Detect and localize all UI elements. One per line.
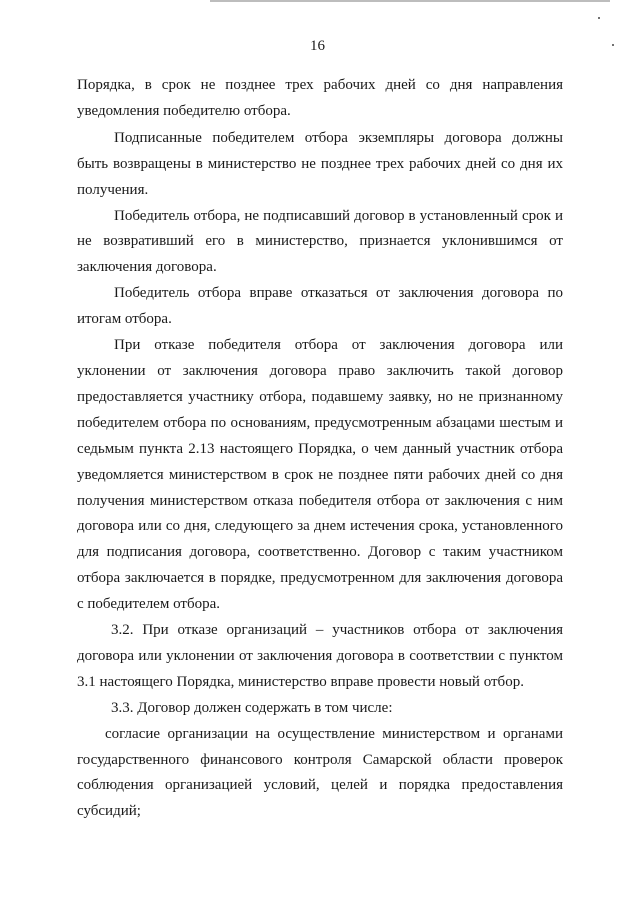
page-number: 16 bbox=[310, 38, 325, 54]
paragraph-evasion: Победитель отбора, не подписавший договор в установленный срок и не возвративший его в министерство, признается уклонившимся от заключения договора. bbox=[77, 207, 563, 276]
paragraph-3-2: 3.2. При отказе организаций – участников отбора от заключения договора или уклонении от заключения договора в соответствии с пунктом 3.1 настоящего Порядка, министерство вправе провести новый отбор. bbox=[77, 622, 563, 690]
paragraph-refusal-procedure: При отказе победителя отбора от заключения договора или уклонении от заключения договора право заключить такой договор предоставляется участнику отбора, подавшему заявку, но не признанному победителем отбора по основаниям, предусмотренным абзацами шестым и седьмым пункта 2.13 настоящего Порядка, о чем данный участник отбора уведомляется министерством в срок не позднее пяти рабочих дней со дня получения министерством отказа победителя отбора от заключения с ним договора или со дня, следующего за днем истечения срока, установленного для подписания договора, соответственно. Договор с таким участником отбора заключается в порядке, предусмотренном для заключения договора с победителем отбора. bbox=[77, 337, 563, 613]
paragraph-signed-copies: Подписанные победителем отбора экземпляры договора должны быть возвращены в министерство не позднее трех рабочих дней со дня их получения. bbox=[77, 129, 563, 198]
paragraph-continuation: Порядка, в срок не позднее трех рабочих дней со дня направления уведомления победителю отбора. bbox=[77, 77, 563, 119]
scan-speck bbox=[598, 17, 600, 19]
paragraph-right-to-refuse: Победитель отбора вправе отказаться от заключения договора по итогам отбора. bbox=[77, 285, 563, 328]
paragraph-3-3: 3.3. Договор должен содержать в том числе: bbox=[111, 699, 393, 716]
paragraph-consent: согласие организации на осуществление министерством и органами государственного финансового контроля Самарской области проверок соблюдения организацией условий, целей и порядка предоставления субсидий; bbox=[77, 725, 563, 820]
scan-top-edge bbox=[210, 0, 610, 2]
document-body bbox=[77, 73, 563, 825]
